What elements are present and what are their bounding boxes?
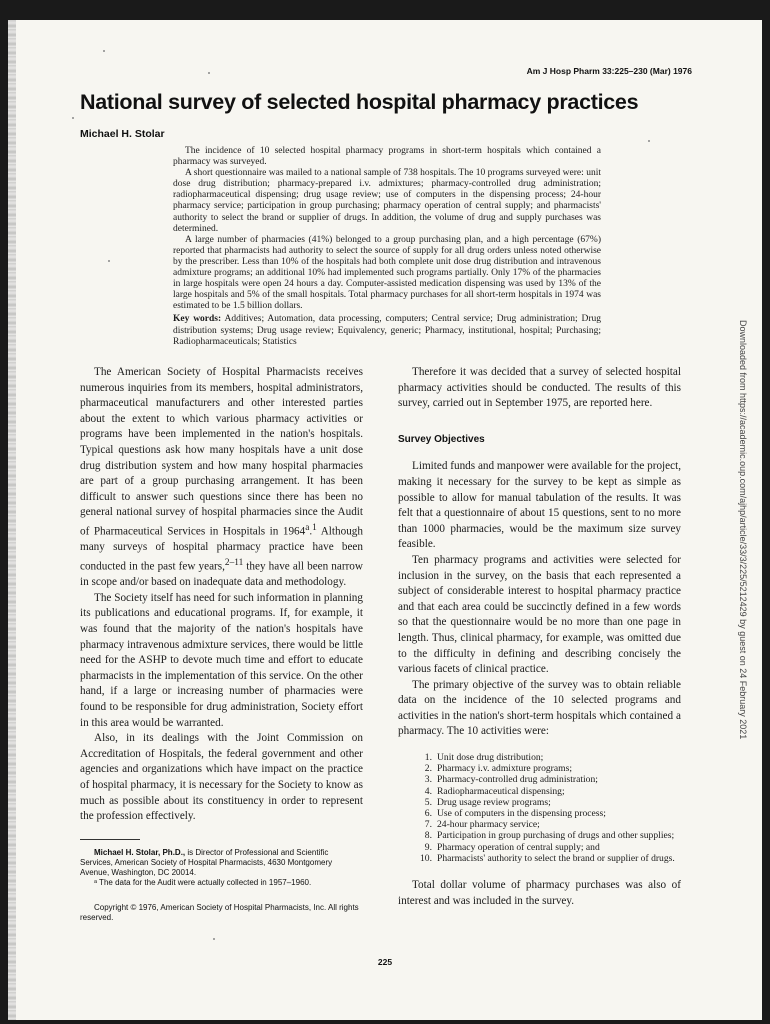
section-heading: Survey Objectives [398, 433, 485, 445]
list-item: 6. Use of computers in the dispensing process; [424, 808, 606, 820]
list-item: 8. Participation in group purchasing of drugs and other supplies; [424, 830, 675, 842]
list-item: 10. Pharmacists' authority to select the brand or supplier of drugs. [420, 852, 675, 864]
author-name: Michael H. Stolar [80, 128, 165, 140]
journal-page [8, 20, 762, 1020]
list-item: 5. Drug usage review programs; [424, 796, 551, 808]
author-footnote [80, 848, 363, 879]
list-item: 4. Radiopharmaceutical dispensing; [424, 785, 565, 797]
footnote-author-name: Michael H. Stolar, Ph.D., [94, 847, 186, 857]
scan-speck [208, 72, 210, 74]
body-text: The American Society of Hospital Pharmacists receives numerous inquiries from its members, hospital administrators, pharmaceutical manufacturers and other interested parties about the extent to which various pharmacy activities or programs have been implemented in the nation's hospitals. Typical questions ask how many hospitals have a unit dose drug distribution system and how many hospital pharmacies are part of a group purchasing arrangement. It has been difficult to answer such questions since there has been no general national survey of hospital pharmacies since the Audit of Pharmaceutical Services in Hospitals in 1964 [80, 366, 363, 538]
journal-reference: Am J Hosp Pharm 33:225–230 (Mar) 1976 [526, 66, 692, 76]
list-item: 7. 24-hour pharmacy service; [424, 819, 540, 831]
scan-edge [8, 20, 16, 1020]
body-paragraph: Ten pharmacy programs and activities were selected for inclusion in the survey, on the basis that each represented a subject of considerable interest to hospital pharmacy practice and that each area could be succinctly defined in a few words so that the questionnaire would be no more than one page in length. Thus, clinical pharmacy, for example, was omitted due to the difficulty in defining and describing concisely the various facets of clinical practice. [398, 553, 681, 676]
scan-speck [72, 117, 74, 119]
page-number: 225 [377, 957, 393, 967]
body-paragraph: Therefore it was decided that a survey of selected hospital pharmacy activities should be conducted. The results of this survey, carried out in September 1975, are reported here. [398, 366, 681, 410]
body-text: they have all been narrow in scope and/or based on inadequate data and methodology. [80, 560, 363, 589]
scan-speck [103, 50, 105, 52]
abstract-paragraph: A large number of pharmacies (41%) belonged to a group purchasing plan, and a high percentage (67%) reported that pharmacists had authority to select the source of supply for all drug orders unless noted otherwise by the prescriber. Less than 10% of the hospitals had both complete unit dose drug distribution and intravenous admixture programs; an additional 10% had implemented such programs partially. Only 17% of the pharmacies in large hospitals were open 24 hours a day. Computer-assisted medication dispensing was used by 13% of the large hospitals and 5% of the small hospitals. Total pharmacy purchases for all short-term hospitals in 1974 was estimated to be 1.5 billion dollars. [173, 234, 601, 312]
audit-footnote: ᵃ The data for the Audit were actually collected in 1957–1960. [94, 878, 312, 888]
body-paragraph: The Society itself has need for such information in planning its publications and educational programs. If, for example, it was found that the majority of the nation's hospitals have pharmacy intravenous admixture services, there would be little need for the ASHP to devote much time and effort to educate pharmacists in the implementation of this service. On the other hand, if a large or increasing number of pharmacies were found to be responsible for drug administration, Society effort in this area would be warranted. [80, 591, 363, 729]
right-column [398, 365, 681, 909]
footnote-rule [80, 839, 140, 840]
body-paragraph: The primary objective of the survey was to obtain reliable data on the incidence of the 10 selected programs and activities in the nation's short-term hospitals which contained a pharmacy. The 10 activities were: [398, 678, 681, 738]
abstract-paragraph: A short questionnaire was mailed to a national sample of 738 hospitals. The 10 programs surveyed were: unit dose drug distribution; pharmacy-prepared i.v. admixtures; pharmacy-controlled drug administration; radiopharmaceutical dispensing; drug usage review; use of computers in the dispensing process; 24-hour pharmacy service; participation in group purchasing; pharmacy operation of central supply; and pharmacists' authority to select the brand or supplier of drugs. In addition, the volume of drug and supply purchases was determined. [173, 168, 601, 234]
abstract-paragraph: The incidence of 10 selected hospital pharmacy programs in short-term hospitals which contained a pharmacy was surveyed. [173, 146, 601, 168]
body-text: . [309, 525, 313, 538]
scan-speck [108, 260, 110, 262]
reference-ref: 2–11 [224, 557, 244, 568]
body-paragraph: Also, in its dealings with the Joint Commission on Accreditation of Hospitals, the federal government and other agencies and organizations which have impact on the practice of hospital pharmacy, it is necessary for the Society to know as much as possible about its constituency in order to represent the profession effectively. [80, 732, 363, 823]
body-paragraph [80, 365, 363, 591]
download-watermark: Downloaded from https://academic.oup.com/ajhp/article/33/3/225/5212429 by guest on 24 February 2021 [738, 320, 748, 740]
footnote-ref: a [305, 522, 310, 533]
scan-speck [213, 938, 215, 940]
abstract [173, 146, 601, 348]
keywords [173, 314, 601, 347]
body-paragraph: Limited funds and manpower were available for the project, making it necessary for the survey to be kept as simple as possible to allow for manual tabulation of the results. It was felt that a questionnaire of about 15 questions, sent to no more than 1000 pharmacies, would be the maximum size survey feasible. [398, 460, 681, 551]
copyright-notice: Copyright © 1976, American Society of Hospital Pharmacists, Inc. All rights reserved. [80, 902, 359, 922]
list-item: 3. Pharmacy-controlled drug administration; [424, 774, 598, 786]
list-item: 9. Pharmacy operation of central supply; and [424, 841, 600, 853]
list-item: 1. Unit dose drug distribution; [424, 752, 544, 764]
list-item: 2. Pharmacy i.v. admixture programs; [424, 763, 572, 775]
activities-list [398, 752, 681, 864]
left-column [80, 365, 363, 923]
keywords-label: Key words: [173, 314, 222, 325]
keywords-text: Additives; Automation, data processing, computers; Central service; Drug administration; Drug distribution systems; Drug usage review; Equivalency, generic; Pharmacy, institutional, hospital; Purchasing; Radiopharmaceuticals; Statistics [173, 314, 601, 347]
reference-ref: 1 [312, 522, 317, 533]
body-text: Although many surveys of hospital pharmacy practice have been conducted in the past few years, [80, 525, 363, 573]
article-title: National survey of selected hospital pharmacy practices [80, 90, 639, 114]
footnote-author-text: is Director of Professional and Scientific Services, American Society of Hospital Pharmacists, 4630 Montgomery Avenue, Washington, DC 20014. [80, 847, 333, 878]
scan-speck [648, 140, 650, 142]
body-paragraph: Total dollar volume of pharmacy purchases was also of interest and was included in the survey. [398, 879, 681, 907]
